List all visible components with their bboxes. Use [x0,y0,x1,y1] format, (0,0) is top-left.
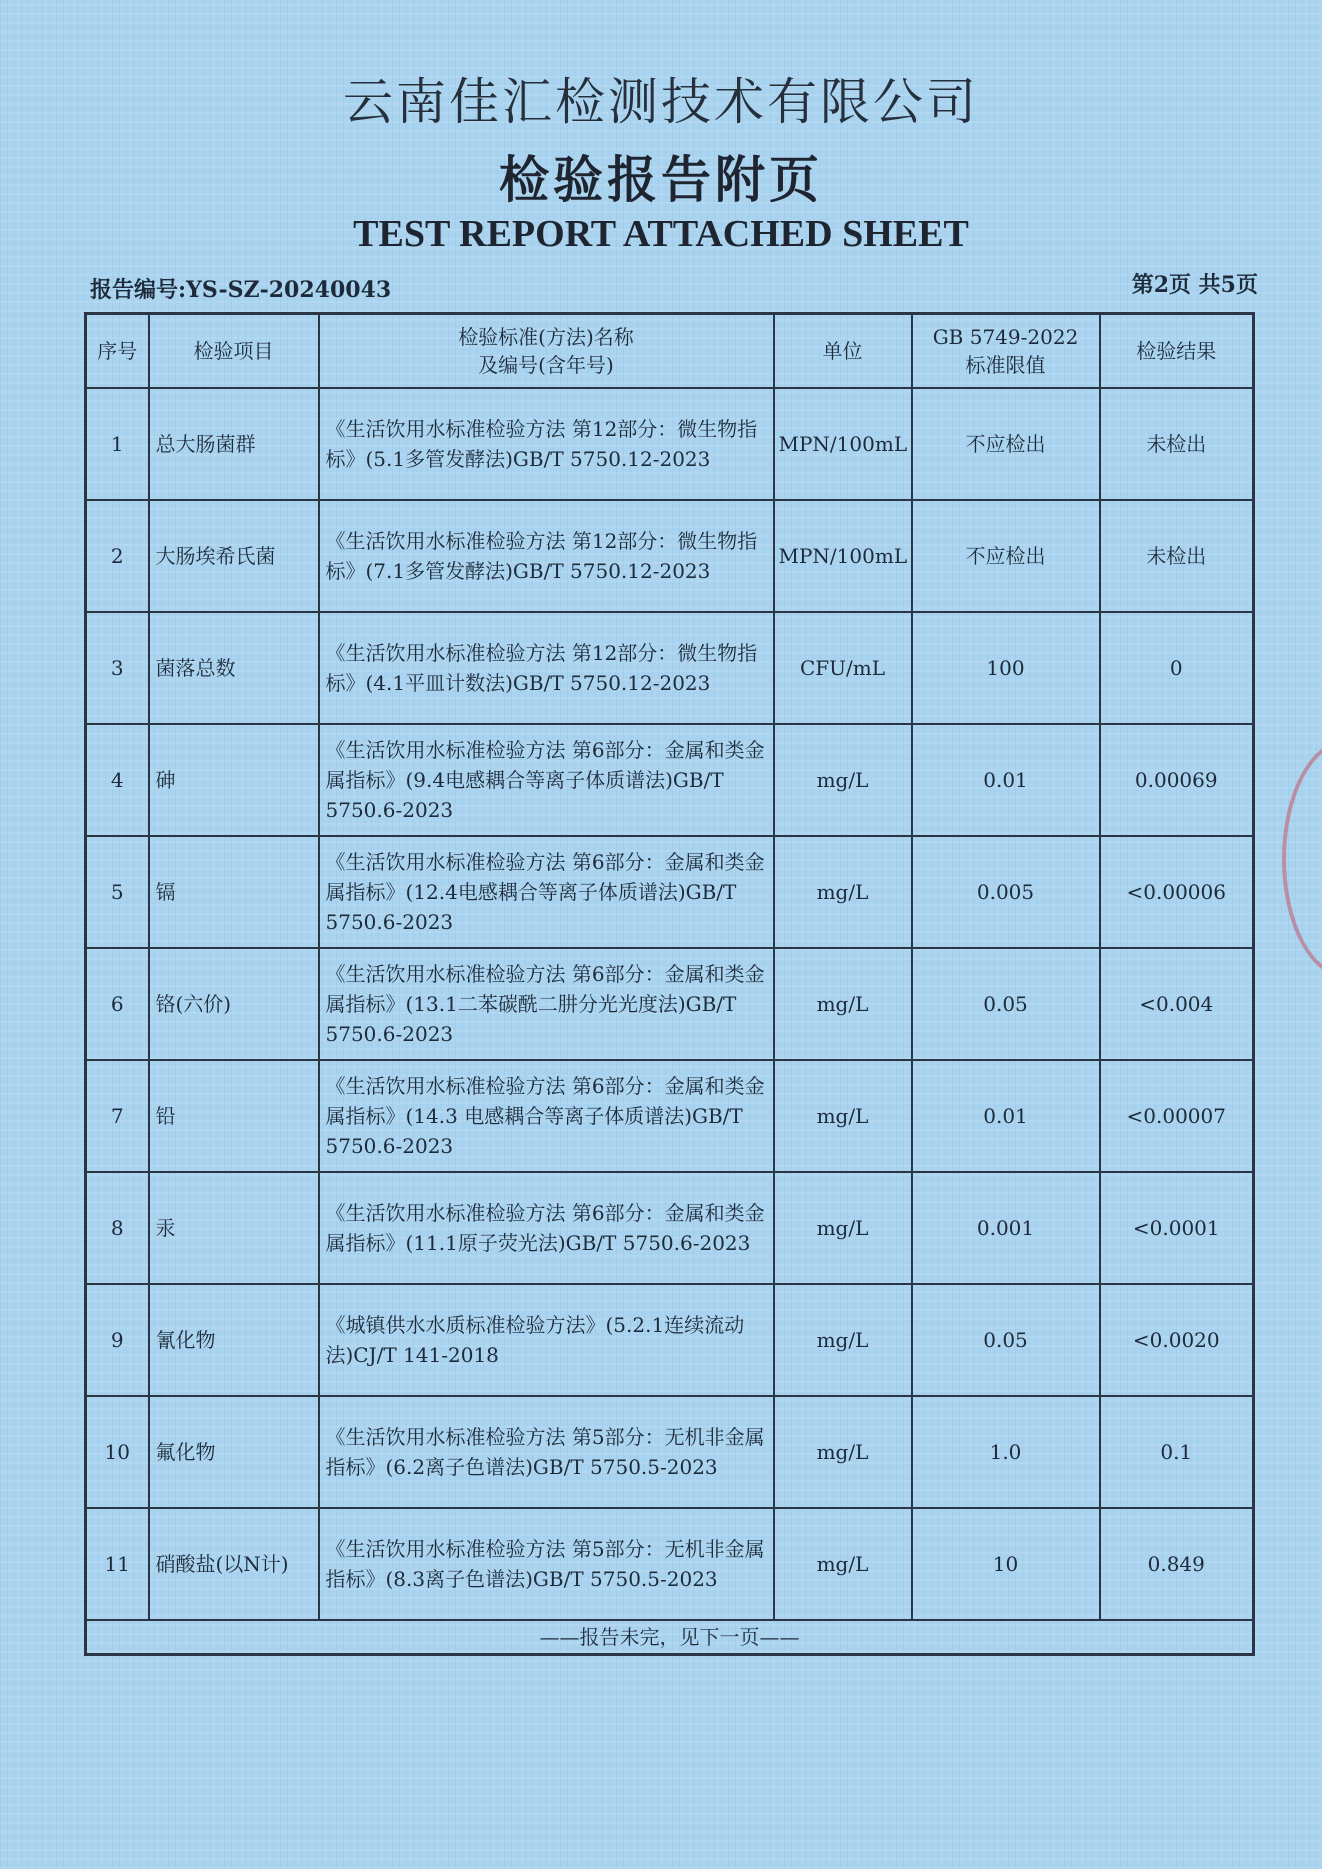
row-no: 11 [86,1508,149,1620]
row-limit: 100 [912,612,1100,724]
row-unit: mg/L [774,1060,912,1172]
row-unit: mg/L [774,1396,912,1508]
table-row [86,1060,1254,1172]
row-method: 《生活饮用水标准检验方法 第12部分：微生物指标》(7.1多管发酵法)GB/T 5750.12-2023 [319,500,774,612]
row-no: 2 [86,500,149,612]
header-method-line2: 及编号(含年号) [478,353,614,377]
row-result: 0.00069 [1100,724,1254,836]
row-no: 4 [86,724,149,836]
row-unit: mg/L [774,724,912,836]
row-unit: mg/L [774,948,912,1060]
row-result: 0 [1100,612,1254,724]
row-limit: 不应检出 [912,388,1100,500]
company-name: 云南佳汇检测技术有限公司 [343,73,979,131]
header-method [319,314,774,389]
row-result: <0.00007 [1100,1060,1254,1172]
row-method: 《生活饮用水标准检验方法 第6部分：金属和类金属指标》(13.1二苯碳酰二肼分光光度法)GB/T 5750.6-2023 [319,948,774,1060]
row-method: 《生活饮用水标准检验方法 第5部分：无机非金属指标》(8.3离子色谱法)GB/T 5750.5-2023 [319,1508,774,1620]
row-no: 8 [86,1172,149,1284]
row-limit: 1.0 [912,1396,1100,1508]
results-table [84,312,1255,1656]
row-result: <0.00006 [1100,836,1254,948]
row-method: 《生活饮用水标准检验方法 第6部分：金属和类金属指标》(12.4电感耦合等离子体质谱法)GB/T 5750.6-2023 [319,836,774,948]
row-method: 《生活饮用水标准检验方法 第5部分：无机非金属指标》(6.2离子色谱法)GB/T 5750.5-2023 [319,1396,774,1508]
row-no: 1 [86,388,149,500]
row-method: 《生活饮用水标准检验方法 第6部分：金属和类金属指标》(11.1原子荧光法)GB/T 5750.6-2023 [319,1172,774,1284]
row-limit: 0.005 [912,836,1100,948]
table-row [86,948,1254,1060]
report-number: 报告编号:YS-SZ-20240043 [90,277,392,303]
row-unit: mg/L [774,1284,912,1396]
row-limit: 不应检出 [912,500,1100,612]
table-row [86,836,1254,948]
row-result: 未检出 [1100,388,1254,500]
table-row [86,1284,1254,1396]
row-no: 5 [86,836,149,948]
row-method: 《城镇供水水质标准检验方法》(5.2.1连续流动法)CJ/T 141-2018 [319,1284,774,1396]
header-limit [912,314,1100,389]
row-method: 《生活饮用水标准检验方法 第12部分：微生物指标》(5.1多管发酵法)GB/T 5750.12-2023 [319,388,774,500]
row-unit: mg/L [774,1508,912,1620]
header-result: 检验结果 [1100,314,1254,389]
row-limit: 0.001 [912,1172,1100,1284]
seal-stamp [1282,740,1322,978]
table-row [86,1508,1254,1620]
row-result: 0.1 [1100,1396,1254,1508]
row-item: 硝酸盐(以N计) [149,1508,319,1620]
row-result: 未检出 [1100,500,1254,612]
row-item: 铅 [149,1060,319,1172]
row-no: 7 [86,1060,149,1172]
header-limit-line2: 标准限值 [965,353,1046,377]
row-item: 汞 [149,1172,319,1284]
row-unit: mg/L [774,836,912,948]
row-no: 6 [86,948,149,1060]
row-method: 《生活饮用水标准检验方法 第6部分：金属和类金属指标》(9.4电感耦合等离子体质谱法)GB/T 5750.6-2023 [319,724,774,836]
document-subtitle: 检验报告附页 [499,150,823,209]
table-header-row [86,314,1254,389]
row-result: <0.0020 [1100,1284,1254,1396]
row-limit: 0.01 [912,724,1100,836]
row-unit: MPN/100mL [774,500,912,612]
row-item: 铬(六价) [149,948,319,1060]
table-row [86,724,1254,836]
row-no: 9 [86,1284,149,1396]
row-no: 10 [86,1396,149,1508]
table-row [86,500,1254,612]
table-row [86,612,1254,724]
row-item: 总大肠菌群 [149,388,319,500]
header-no: 序号 [86,314,149,389]
header-item: 检验项目 [149,314,319,389]
page-indicator: 第2页 共5页 [1131,272,1258,298]
table-row [86,388,1254,500]
row-item: 镉 [149,836,319,948]
row-method: 《生活饮用水标准检验方法 第6部分：金属和类金属指标》(14.3 电感耦合等离子体质谱法)GB/T 5750.6-2023 [319,1060,774,1172]
english-title: TEST REPORT ATTACHED SHEET [353,213,969,255]
row-limit: 10 [912,1508,1100,1620]
row-result: <0.004 [1100,948,1254,1060]
row-limit: 0.01 [912,1060,1100,1172]
table-row [86,1396,1254,1508]
header-limit-line1: GB 5749-2022 [932,325,1079,349]
header-method-line1: 检验标准(方法)名称 [458,325,634,349]
row-item: 菌落总数 [149,612,319,724]
row-limit: 0.05 [912,948,1100,1060]
row-method: 《生活饮用水标准检验方法 第12部分：微生物指标》(4.1平皿计数法)GB/T 5750.12-2023 [319,612,774,724]
row-item: 氰化物 [149,1284,319,1396]
row-result: <0.0001 [1100,1172,1254,1284]
row-unit: CFU/mL [774,612,912,724]
row-limit: 0.05 [912,1284,1100,1396]
continuation-note: ——报告未完，见下一页—— [86,1620,1254,1655]
row-item: 氟化物 [149,1396,319,1508]
table-row [86,1172,1254,1284]
row-no: 3 [86,612,149,724]
row-unit: MPN/100mL [774,388,912,500]
table-footer-row [86,1620,1254,1655]
row-result: 0.849 [1100,1508,1254,1620]
row-item: 大肠埃希氏菌 [149,500,319,612]
header-unit: 单位 [774,314,912,389]
row-item: 砷 [149,724,319,836]
row-unit: mg/L [774,1172,912,1284]
